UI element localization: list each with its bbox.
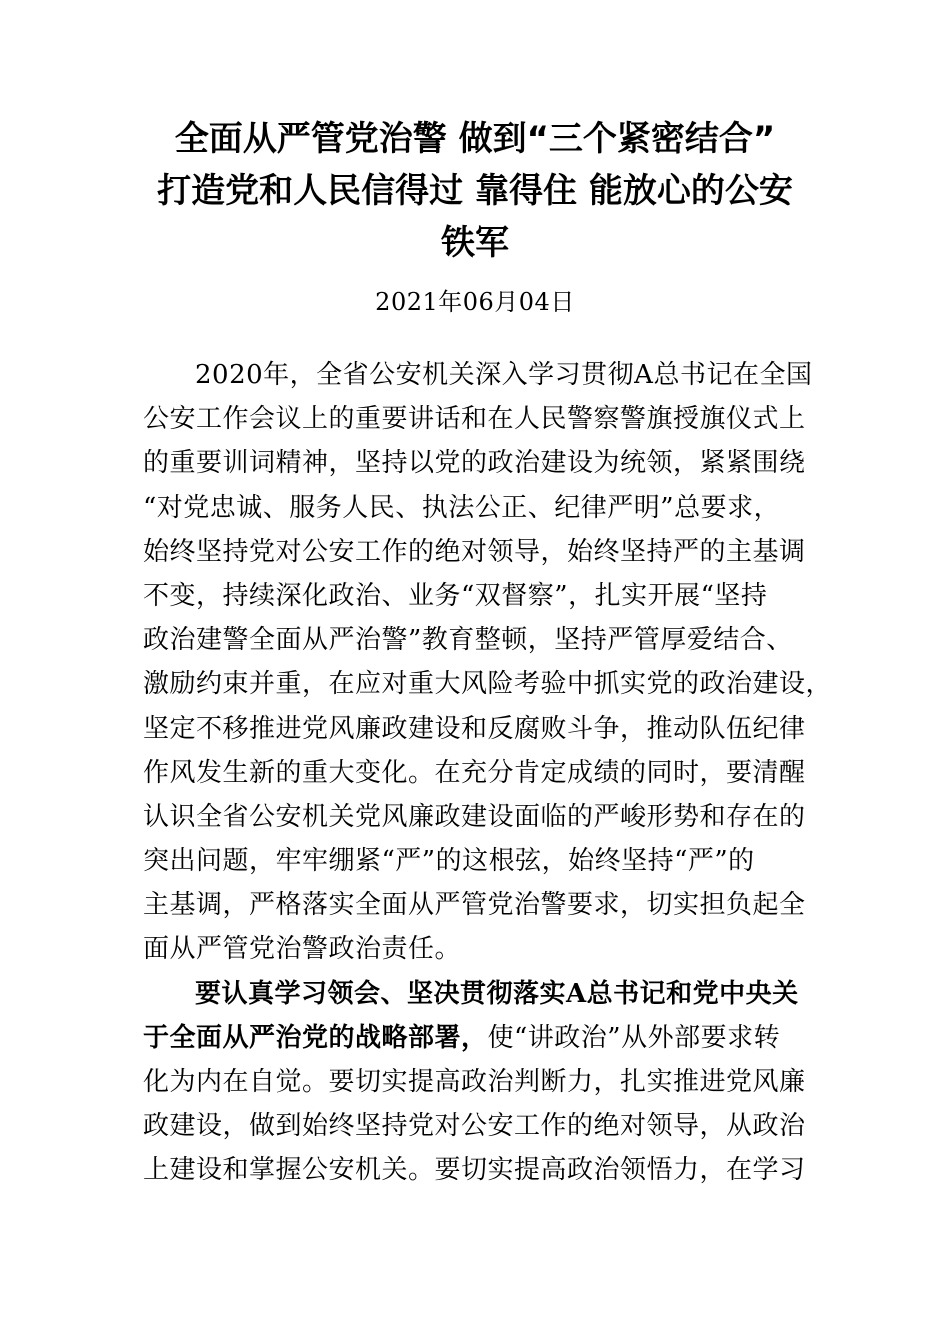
paragraph-line: 政建设，做到始终坚持党对公安工作的绝对领导，从政治 [143, 1111, 806, 1142]
paragraph-line: 始终坚持党对公安工作的绝对领导，始终坚持严的主基调 [143, 536, 806, 567]
paragraph-line: 的重要训词精神，坚持以党的政治建设为统领，紧紧围绕 [143, 448, 806, 479]
paragraph-line: 面从严管党治警政治责任。 [143, 934, 462, 965]
paragraph-line: 不变，持续深化政治、业务“双督察”，扎实开展“坚持 [143, 580, 768, 611]
paragraph-2 [143, 972, 833, 1193]
paragraph-line: 坚定不移推进党风廉政建设和反腐败斗争，推动队伍纪律 [143, 713, 806, 744]
title-line-1: 全面从严管党治警 做到“三个紧密结合” [174, 119, 776, 159]
paragraph-line: “对党忠诚、服务人民、执法公正、纪律严明”总要求， [143, 492, 781, 523]
paragraph-mixed-line [143, 1016, 833, 1060]
paragraph-line: 作风发生新的重大变化。在充分肯定成绩的同时，要清醒 [143, 757, 806, 788]
paragraph-line: 化为内在自觉。要切实提高政治判断力，扎实推进党风廉 [143, 1067, 806, 1097]
paragraph-line: 上建设和掌握公安机关。要切实提高政治领悟力，在学习 [143, 1155, 806, 1186]
bold-phrase: 于全面从严治党的战略部署， [143, 1022, 488, 1053]
normal-phrase: 使“讲政治”从外部要求转 [487, 1022, 781, 1053]
paragraph-line: 2020年，全省公安机关深入学习贯彻A总书记在全国 [195, 360, 813, 390]
paragraph-line: 突出问题，牢牢绷紧“严”的这根弦，始终坚持“严”的 [143, 846, 755, 877]
document-body [143, 353, 833, 1193]
title-line-3: 铁军 [441, 223, 509, 263]
title-line-2: 打造党和人民信得过 靠得住 能放心的公安 [157, 171, 793, 211]
paragraph-line: 主基调，严格落实全面从严管党治警要求，切实担负起全 [143, 890, 806, 921]
paragraph-line: 公安工作会议上的重要讲话和在人民警察警旗授旗仪式上 [143, 404, 806, 435]
paragraph-bold-line: 要认真学习领会、坚决贯彻落实A总书记和党中央关 [195, 978, 799, 1009]
paragraph-1 [143, 353, 833, 972]
paragraph-line: 认识全省公安机关党风廉政建设面临的严峻形势和存在的 [143, 801, 806, 832]
paragraph-line: 政治建警全面从严治警”教育整顿，坚持严管厚爱结合、 [143, 625, 793, 656]
paragraph-line: 激励约束并重，在应对重大风险考验中抓实党的政治建设， [143, 669, 833, 700]
document-title [130, 113, 820, 269]
document-date: 2021年06月04日 [375, 288, 575, 316]
